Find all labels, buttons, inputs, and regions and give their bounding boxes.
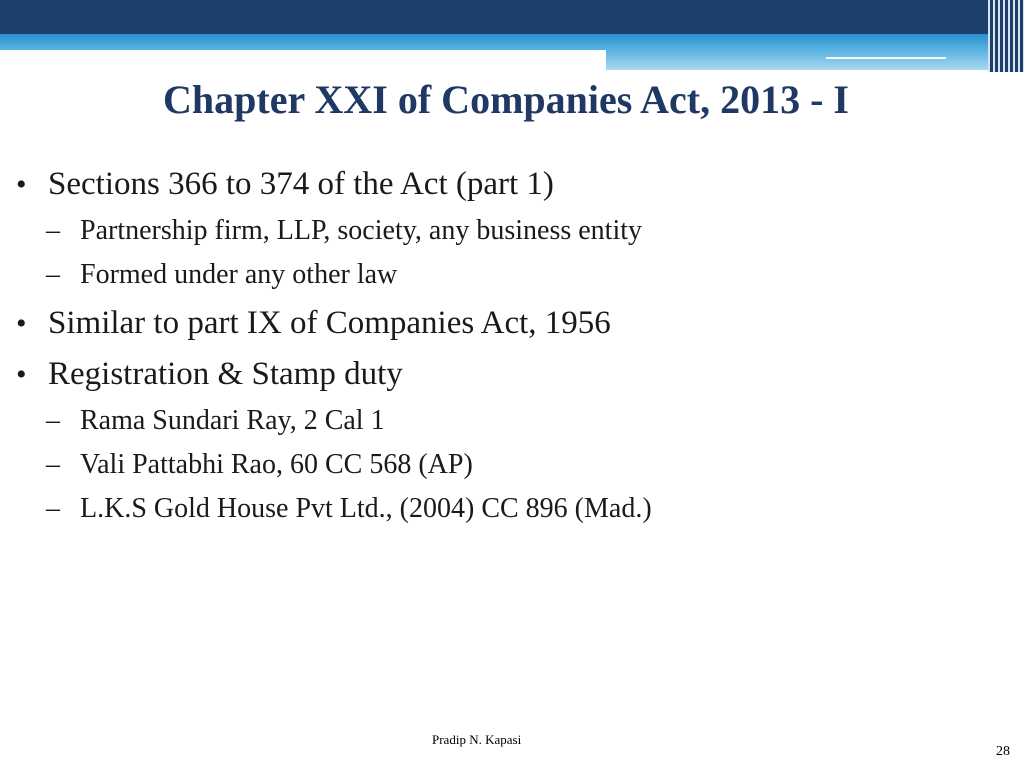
slide-content	[16, 162, 976, 535]
footer-author: Pradip N. Kapasi	[432, 732, 522, 747]
sub-bullet-marker: –	[46, 259, 60, 290]
header-band	[0, 0, 1024, 34]
sub-bullet-text: Formed under any other law	[80, 259, 398, 290]
sub-bullet-text: Rama Sundari Ray, 2 Cal 1	[80, 405, 385, 436]
slide-number: 28	[996, 744, 1010, 759]
bullet-marker: •	[16, 358, 27, 391]
bullet-marker: •	[16, 168, 27, 201]
bullet-item	[16, 301, 976, 346]
bullet-text: Sections 366 to 374 of the Act (part 1)	[48, 166, 554, 202]
sub-bullet-marker: –	[46, 493, 60, 524]
bullet-text: Similar to part IX of Companies Act, 1956	[48, 305, 611, 341]
sub-bullet-marker: –	[46, 405, 60, 436]
sub-bullet-marker: –	[46, 449, 60, 480]
bullet-item	[16, 162, 976, 207]
header-accent-band	[0, 34, 1024, 50]
sub-bullet-text: L.K.S Gold House Pvt Ltd., (2004) CC 896 (Mad.)	[80, 493, 652, 524]
bullet-item	[16, 352, 976, 397]
sub-bullet-item	[46, 213, 976, 249]
bullet-text: Registration & Stamp duty	[48, 356, 403, 392]
sub-bullet-text: Partnership firm, LLP, society, any business entity	[80, 215, 642, 246]
sub-bullet-item	[46, 403, 976, 439]
sub-bullet-item	[46, 257, 976, 293]
bullet-marker: •	[16, 307, 27, 340]
header-stripes	[988, 0, 1024, 72]
sub-bullet-item	[46, 491, 976, 527]
sub-bullet-item	[46, 447, 976, 483]
slide-title: Chapter XXI of Companies Act, 2013 - I	[163, 77, 849, 122]
header-accent-band-lower	[606, 50, 1024, 70]
sub-bullet-marker: –	[46, 215, 60, 246]
sub-bullet-text: Vali Pattabhi Rao, 60 CC 568 (AP)	[80, 449, 473, 480]
header-accent-line	[826, 57, 946, 59]
